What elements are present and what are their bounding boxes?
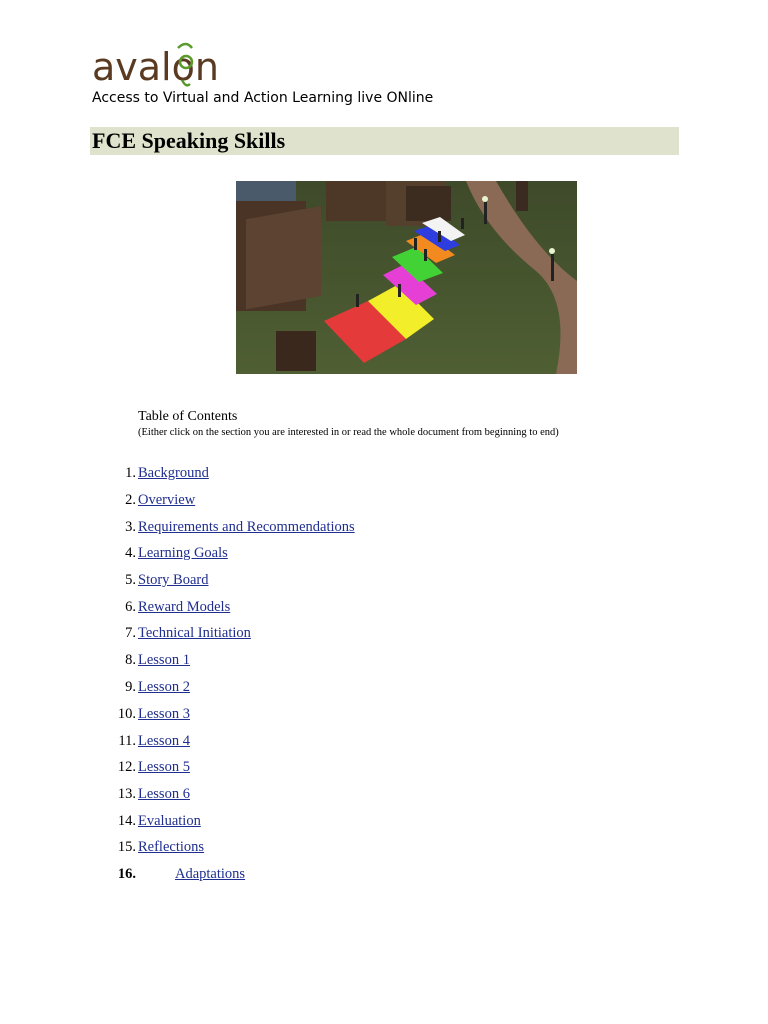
toc-item-number: 4.: [125, 545, 136, 561]
toc-item-number: 11.: [118, 733, 136, 749]
page-title: FCE Speaking Skills: [92, 128, 286, 153]
toc-item-number: 8.: [125, 652, 136, 668]
toc-item-number: 15.: [117, 839, 136, 855]
tagline: Access to Virtual and Action Learning live ONline: [92, 90, 434, 106]
toc-item-number: 1.: [125, 465, 136, 481]
toc-link-lesson-3[interactable]: Lesson 3: [138, 706, 190, 722]
toc-link-requirements[interactable]: Requirements and Recommendations: [138, 519, 355, 535]
toc-link-evaluation[interactable]: Evaluation: [138, 813, 201, 829]
avalon-logo: [92, 40, 232, 92]
toc-link-lesson-6[interactable]: Lesson 6: [138, 786, 190, 802]
toc-item-number: 14.: [117, 813, 136, 829]
toc-link-background[interactable]: Background: [138, 465, 209, 481]
avalon-logo-icon: [92, 40, 232, 92]
toc-link-lesson-2[interactable]: Lesson 2: [138, 679, 190, 695]
title-bar: [90, 127, 679, 155]
toc-note: (Either click on the section you are interested in or read the whole document from beginning to end): [138, 427, 559, 438]
toc-link-story-board[interactable]: Story Board: [138, 572, 209, 588]
toc-item-number: 5.: [125, 572, 136, 588]
toc-heading: Table of Contents: [138, 409, 238, 424]
svg-text:avalon: avalon: [92, 45, 219, 89]
toc-link-reflections[interactable]: Reflections: [138, 839, 205, 855]
toc-link-adaptations[interactable]: Adaptations: [175, 866, 246, 882]
toc-link-overview[interactable]: Overview: [138, 492, 196, 508]
toc-link-reward-models[interactable]: Reward Models: [138, 599, 231, 615]
toc-item-number: 16.: [117, 866, 136, 882]
toc-item-number: 12.: [117, 759, 136, 775]
virtual-world-image: [236, 181, 577, 374]
toc-link-lesson-1[interactable]: Lesson 1: [138, 652, 190, 668]
toc-link-technical-initiation[interactable]: Technical Initiation: [138, 625, 251, 641]
toc-link-lesson-4[interactable]: Lesson 4: [138, 733, 190, 749]
toc-item-number: 6.: [125, 599, 136, 615]
toc-item-number: 7.: [125, 625, 136, 641]
toc-item-number: 2.: [125, 492, 136, 508]
toc-link-lesson-5[interactable]: Lesson 5: [138, 759, 190, 775]
toc-item-number: 9.: [125, 679, 136, 695]
toc-item-number: 10.: [117, 706, 136, 722]
toc-item-number: 13.: [117, 786, 136, 802]
toc-link-learning-goals[interactable]: Learning Goals: [138, 545, 228, 561]
toc-item-number: 3.: [125, 519, 136, 535]
